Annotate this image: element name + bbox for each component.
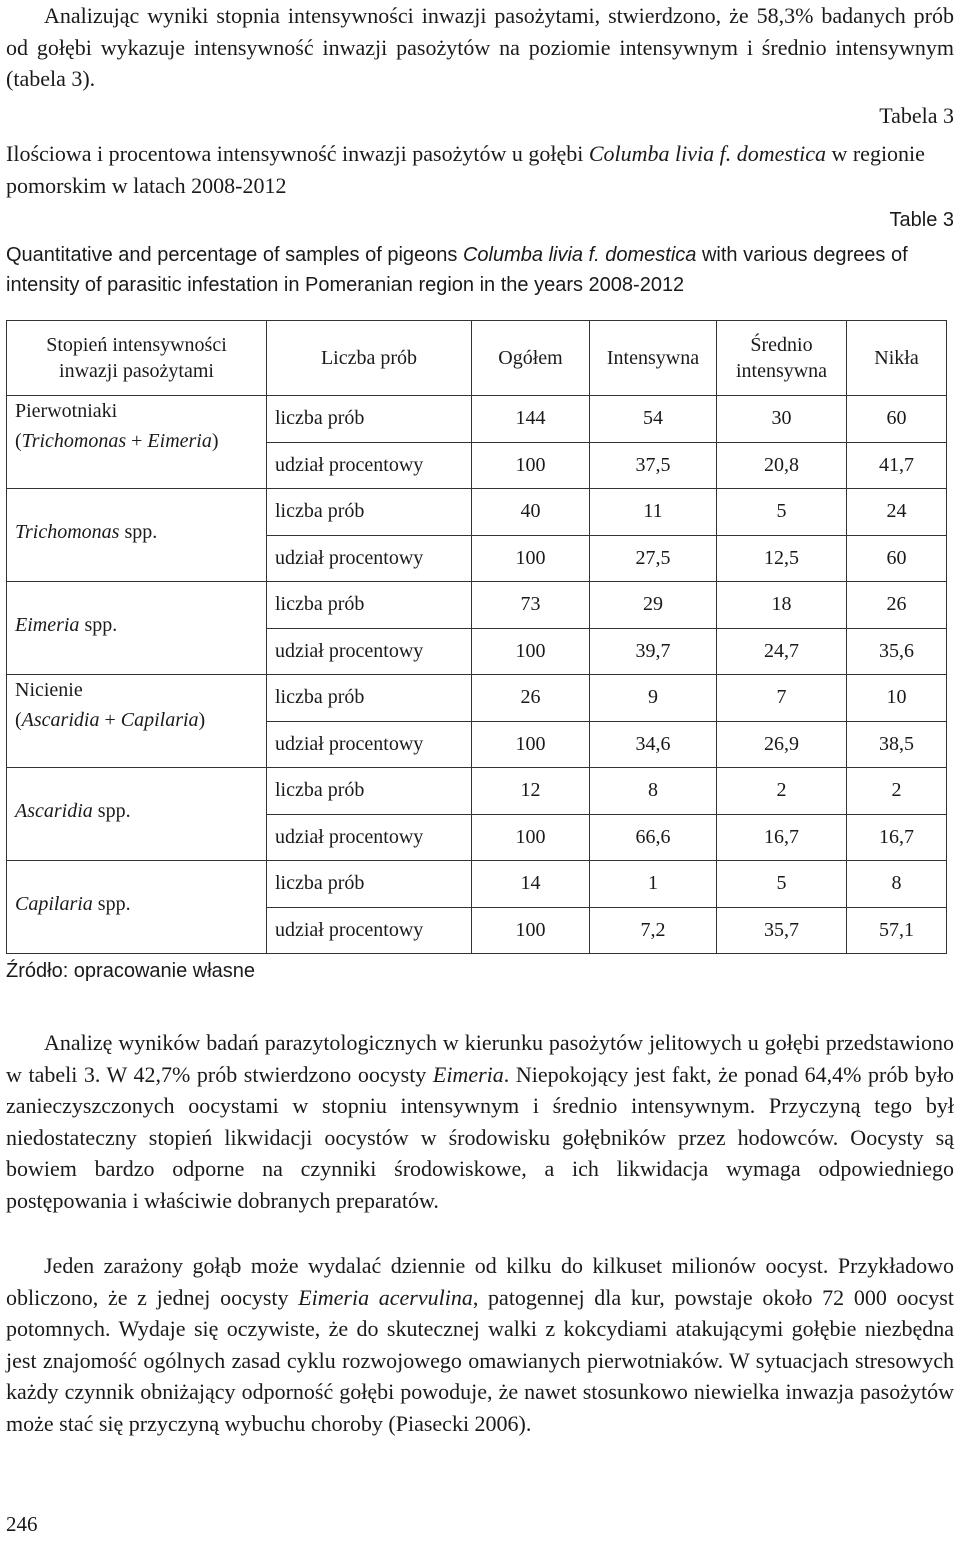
table-header-row [7, 321, 947, 396]
cell-slight: 38,5 [847, 721, 947, 768]
table-row [7, 861, 947, 908]
cell-total: 100 [472, 721, 590, 768]
cell-total: 12 [472, 768, 590, 815]
cell-medium: 5 [717, 861, 847, 908]
row-label: liczba prób [267, 768, 472, 815]
cell-total: 26 [472, 675, 590, 722]
table-row [7, 396, 947, 443]
cell-intense: 8 [590, 768, 717, 815]
row-label: liczba prób [267, 861, 472, 908]
cell-total: 40 [472, 489, 590, 536]
group-name-eimeria: Eimeria spp. [7, 582, 267, 675]
cell-intense: 54 [590, 396, 717, 443]
cell-medium: 16,7 [717, 814, 847, 861]
cell-medium: 7 [717, 675, 847, 722]
body-paragraph-2: Analizę wyników badań parazytologicznych w kierunku pasożytów jelitowych u gołębi przedstawiono w tabeli 3. W 42,7% prób stwierdzono oocysty Eimeria. Niepokojący jest fakt, że ponad 64,4% prób było zanieczyszczonych oocystami w stopniu intensywnym i średnio intensywnym. Przyczyną tego był niedostateczny stopień likwidacji oocystów w środowisku gołębników przez hodowców. Oocysty są bowiem bardzo odporne na czynniki środowiskowe, a ich likwidacja wymaga odpowiedniego postępowania i właściwie dobranych preparatów. [6, 1030, 955, 1213]
header-medium-intense: Średnio intensywna [717, 321, 847, 396]
cell-slight: 60 [847, 396, 947, 443]
cell-slight: 57,1 [847, 907, 947, 954]
cell-intense: 7,2 [590, 907, 717, 954]
cell-intense: 39,7 [590, 628, 717, 675]
row-label: udział procentowy [267, 721, 472, 768]
group-name-trichomonas: Trichomonas spp. [7, 489, 267, 582]
cell-total: 73 [472, 582, 590, 629]
cell-total: 100 [472, 442, 590, 489]
row-label: udział procentowy [267, 442, 472, 489]
intro-paragraph: Analizując wyniki stopnia intensywności inwazji pasożytami, stwierdzono, że 58,3% badanych prób od gołębi wykazuje intensywność inwazji pasożytów na poziomie intensywnym i średnio intensywnym (tabela 3). [6, 3, 954, 91]
cell-intense: 11 [590, 489, 717, 536]
group-name-protozoa: Pierwotniaki (Trichomonas + Eimeria) [7, 396, 267, 489]
cell-slight: 8 [847, 861, 947, 908]
cell-medium: 18 [717, 582, 847, 629]
table-label-en: Table 3 [889, 209, 954, 231]
row-label: udział procentowy [267, 907, 472, 954]
group-name-nematodes: Nicienie (Ascaridia + Capilaria) [7, 675, 267, 768]
row-label: udział procentowy [267, 628, 472, 675]
page-number: 246 [6, 1512, 38, 1536]
row-label: udział procentowy [267, 814, 472, 861]
table-row [7, 489, 947, 536]
cell-medium: 20,8 [717, 442, 847, 489]
cell-total: 14 [472, 861, 590, 908]
row-label: liczba prób [267, 489, 472, 536]
cell-medium: 26,9 [717, 721, 847, 768]
cell-medium: 5 [717, 489, 847, 536]
cell-slight: 35,6 [847, 628, 947, 675]
table-row [7, 582, 947, 629]
cell-slight: 10 [847, 675, 947, 722]
header-intense: Intensywna [590, 321, 717, 396]
table-caption-en [6, 240, 954, 300]
row-label: udział procentowy [267, 535, 472, 582]
cell-medium: 35,7 [717, 907, 847, 954]
cell-medium: 24,7 [717, 628, 847, 675]
header-total: Ogółem [472, 321, 590, 396]
cell-intense: 37,5 [590, 442, 717, 489]
table-source-note: Źródło: opracowanie własne [6, 960, 256, 982]
cell-total: 100 [472, 535, 590, 582]
cell-slight: 60 [847, 535, 947, 582]
caption-pl-after: w regionie pomorskim w latach 2008-2012 [6, 141, 925, 198]
cell-intense: 27,5 [590, 535, 717, 582]
row-label: liczba prób [267, 675, 472, 722]
table-row [7, 768, 947, 815]
cell-medium: 30 [717, 396, 847, 443]
cell-medium: 12,5 [717, 535, 847, 582]
cell-slight: 41,7 [847, 442, 947, 489]
cell-medium: 2 [717, 768, 847, 815]
cell-intense: 66,6 [590, 814, 717, 861]
intensity-table [6, 320, 947, 954]
header-sample-count: Liczba prób [267, 321, 472, 396]
caption-pl-species: Columba livia f. domestica [588, 141, 826, 166]
caption-en-after: with various degrees of intensity of parasitic infestation in Pomeranian region in the years 2008-2012 [6, 244, 908, 296]
cell-intense: 9 [590, 675, 717, 722]
header-slight: Nikła [847, 321, 947, 396]
cell-slight: 26 [847, 582, 947, 629]
table-label-pl: Tabela 3 [879, 103, 954, 128]
cell-intense: 1 [590, 861, 717, 908]
cell-total: 100 [472, 814, 590, 861]
group-name-ascaridia: Ascaridia spp. [7, 768, 267, 861]
cell-slight: 24 [847, 489, 947, 536]
cell-total: 100 [472, 907, 590, 954]
cell-slight: 16,7 [847, 814, 947, 861]
table-caption-pl [6, 138, 954, 201]
cell-total: 100 [472, 628, 590, 675]
caption-pl-before: Ilościowa i procentowa intensywność inwazji pasożytów u gołębi [6, 141, 589, 166]
body-paragraph-3: Jeden zarażony gołąb może wydalać dziennie od kilku do kilkuset milionów oocyst. Przykładowo obliczono, że z jednej oocysty Eimeria acervulina, patogennej dla kur, powstaje około 72 000 oocyst potomnych. Wydaje się oczywiste, że do skutecznej walki z kokcydiami atakującymi gołębie niezbędna jest znajomość ogólnych zasad cyklu rozwojowego omawianych pierwotniaków. W sytuacjach stresowych każdy czynnik obniżający odporność gołębi powoduje, że nawet stosunkowo niewielka inwazja pasożytów może stać się przyczyną wybuchu choroby (Piasecki 2006). [6, 1253, 954, 1436]
group-name-capilaria: Capilaria spp. [7, 861, 267, 954]
row-label: liczba prób [267, 396, 472, 443]
cell-intense: 29 [590, 582, 717, 629]
table-row [7, 675, 947, 722]
cell-slight: 2 [847, 768, 947, 815]
cell-total: 144 [472, 396, 590, 443]
caption-en-before: Quantitative and percentage of samples of pigeons [6, 244, 463, 266]
header-intensity-degree: Stopień intensywności inwazji pasożytami [7, 321, 267, 396]
caption-en-species: Columba livia f. domestica [462, 244, 697, 266]
cell-intense: 34,6 [590, 721, 717, 768]
row-label: liczba prób [267, 582, 472, 629]
